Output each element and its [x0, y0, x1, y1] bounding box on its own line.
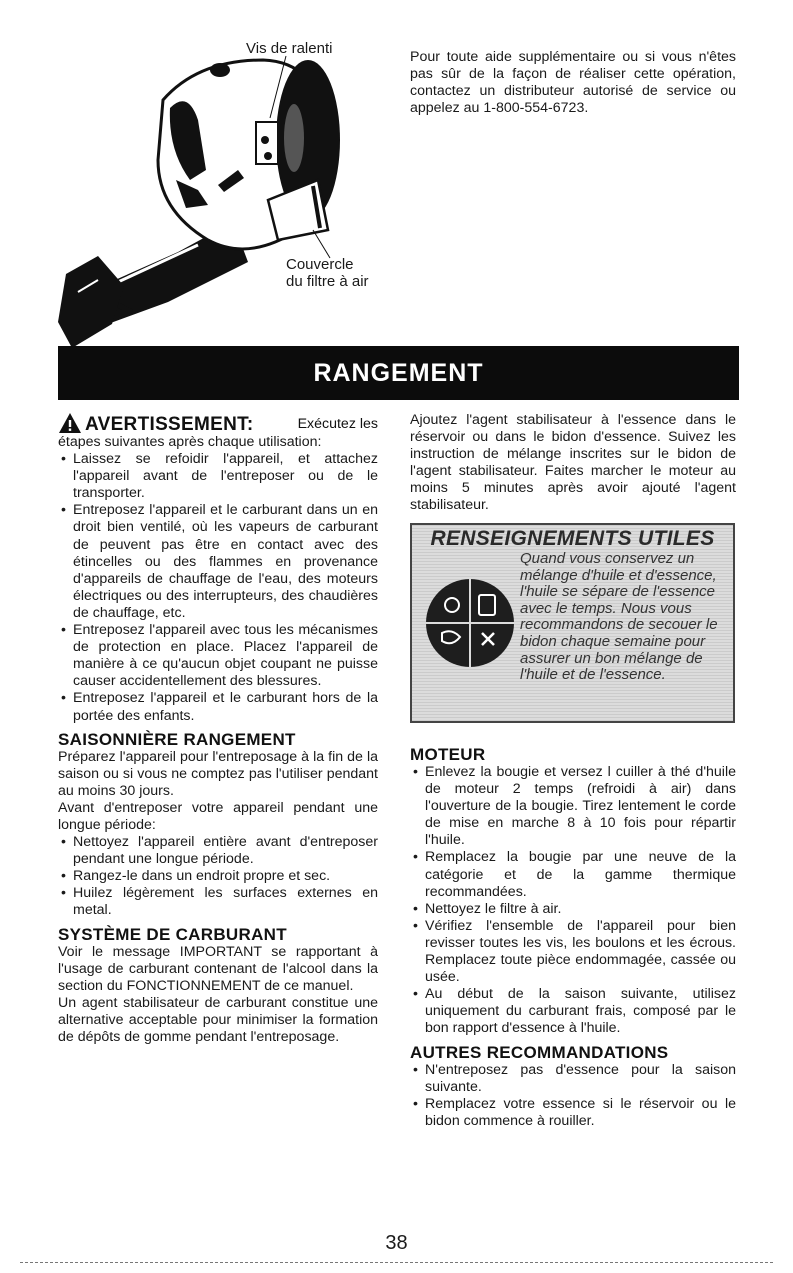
warning-item: • Laissez se refoidir l'appareil, et attachez l'appareil avant de l'entreposer ou de le transporter.: [58, 451, 378, 502]
warning-list: [58, 451, 378, 725]
page-bottom-rule: [20, 1262, 773, 1263]
air-filter-cover-label-line2: du filtre à air: [286, 273, 369, 290]
fuel-system-para1: Voir le message IMPORTANT se rapportant à l'usage de carburant contenant de l'alcool dans la section du FONCTIONNEMENT de ce manuel.: [58, 943, 378, 994]
fuel-system-para2: Un agent stabilisateur de carburant constitue une alternative acceptable pour minimiser la formation de dépôts de gomme pendant l'entreposage.: [58, 994, 378, 1045]
trimmer-engine-illustration: [58, 30, 398, 350]
recommendation-item: • Remplacez votre essence si le réservoir ou le bidon commence à rouiller.: [410, 1096, 736, 1130]
warning-item: • Entreposez l'appareil et le carburant dans un en droit bien ventilé, où les vapeurs de carburant de peuvent pas être en contact avec des étincelles ou des flammes en provenance d'appareils de chauffage de l'eau, des moteurs électriques ou des interrupteurs, des chaudières de chauffage, etc.: [58, 502, 378, 622]
engine-item: • Enlevez la bougie et versez l cuiller à thé d'huile de moteur 2 temps (refroidi à air) dans l'ouverture de la bougie. Tirez lentement le corde de mise en marche 8 à 10 fois pour répartir l'huile.: [410, 764, 736, 849]
oil-fuel-mix-icon: [422, 563, 518, 683]
warning-lead-continued: étapes suivantes après chaque utilisation:: [58, 434, 322, 450]
engine-item: • Au début de la saison suivante, utilisez uniquement du carburant frais, composé par le bon rapport d'essence à l'huile.: [410, 986, 736, 1037]
fuel-system-heading: SYSTÈME DE CARBURANT: [58, 924, 287, 944]
idle-screw-label: Vis de ralenti: [246, 40, 333, 57]
engine-item: • Nettoyez le filtre à air.: [410, 901, 736, 918]
season-storage-item: • Huilez légèrement les surfaces externes en metal.: [58, 885, 378, 919]
season-storage-para2: Avant d'entreposer votre appareil pendant une longue période:: [58, 799, 378, 833]
warning-triangle-icon: [58, 412, 82, 434]
season-storage-item: • Nettoyez l'appareil entière avant d'entreposer pendant une longue période.: [58, 834, 378, 868]
right-column: [410, 745, 736, 1130]
engine-list: [410, 764, 736, 1038]
engine-item: • Remplacez la bougie par une neuve de la catégorie et de la gamme thermique recommandées.: [410, 849, 736, 900]
warning-heading: [58, 412, 378, 434]
engine-figure: [58, 30, 398, 350]
other-recommendations-list: [410, 1062, 736, 1130]
air-filter-cover-label-line1: Couvercle: [286, 256, 354, 273]
season-storage-para1: Préparez l'appareil pour l'entreposage à la fin de la saison ou si vous ne comptez pas l'utiliser pendant au moins 30 jours.: [58, 748, 378, 799]
left-column: [58, 412, 378, 1046]
tip-box-title: RENSEIGNEMENTS UTILES: [430, 527, 715, 550]
warning-lead: Exécutez les: [297, 416, 378, 432]
fuel-stabilizer-text: Ajoutez l'agent stabilisateur à l'essence dans le réservoir ou dans le bidon d'essence. Suivez les instruction de mélange inscrites sur le bidon de l'agent stabilisateur. Faites marcher le moteur au moins 5 minutes après avoir ajouté l'agent stabilisateur.: [410, 412, 736, 514]
season-storage-item: • Rangez-le dans un endroit propre et sec.: [58, 868, 378, 885]
season-storage-heading: SAISONNIÈRE RANGEMENT: [58, 729, 296, 749]
season-storage-list: [58, 834, 378, 919]
engine-heading: MOTEUR: [410, 745, 486, 764]
warning-item: • Entreposez l'appareil avec tous les mécanismes de protection en place. Placez l'appareil de manière à ce qu'aucun objet coupant ne puisse causer accidentellement des blessures.: [58, 622, 378, 690]
section-banner: [58, 346, 739, 400]
banner-title: RANGEMENT: [313, 358, 484, 387]
recommendation-item: • N'entreposez pas d'essence pour la saison suivante.: [410, 1062, 736, 1096]
other-recommendations-heading: AUTRES RECOMMANDATIONS: [410, 1042, 669, 1062]
warning-label: AVERTISSEMENT:: [85, 414, 254, 435]
warning-item: • Entreposez l'appareil et le carburant hors de la portée des enfants.: [58, 690, 378, 724]
tip-box-text: Quand vous conservez un mélange d'huile et d'essence, l'huile se sépare de l'essence avec le temps. Nous vous recommandons de secouer le bidon chaque semaine pour assurer un bon mélange de l'huile et de l'essence.: [520, 550, 718, 684]
help-contact-text: Pour toute aide supplémentaire ou si vous n'êtes pas sûr de la façon de réaliser cette opération, contactez un distributeur autorisé de service ou appelez au 1-800-554-6723.: [410, 49, 736, 117]
page-number: 38: [385, 1232, 408, 1254]
engine-item: • Vérifiez l'ensemble de l'appareil pour bien revisser toutes les vis, les boulons et les écrous. Remplacez toute pièce endommagée, cassée ou usée.: [410, 918, 736, 986]
tip-box: [410, 523, 735, 723]
